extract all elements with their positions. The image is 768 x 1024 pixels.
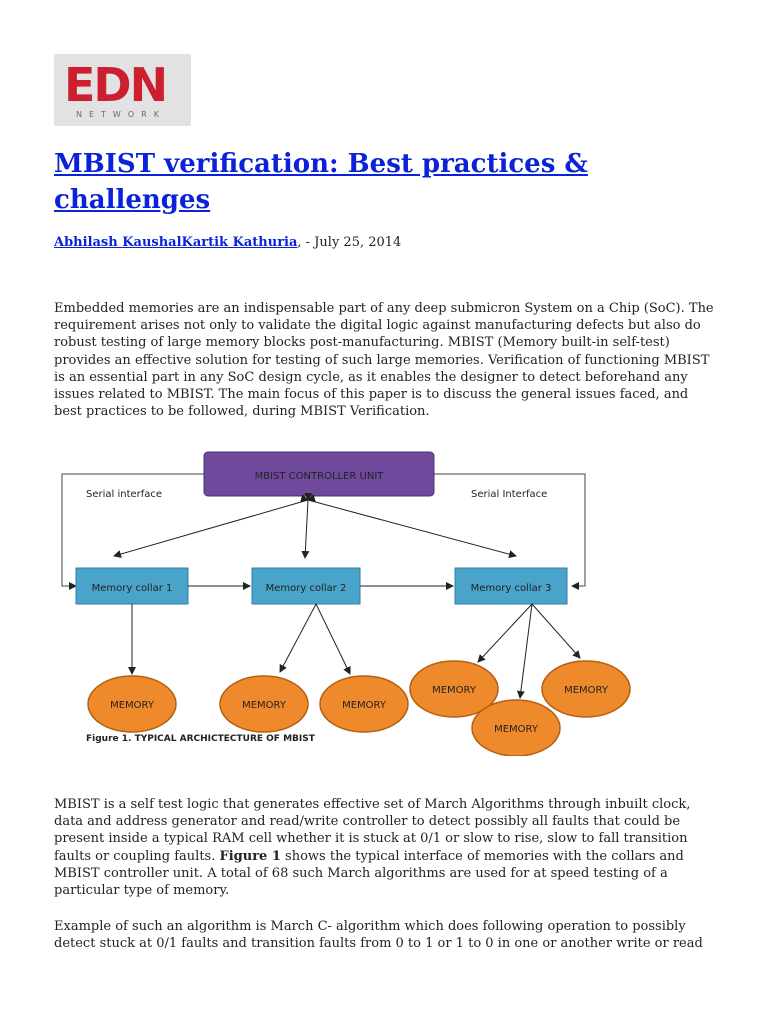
- memory-label: MEMORY: [432, 685, 476, 696]
- collar-3-label: Memory collar 3: [470, 583, 552, 594]
- ctrl-collar1-arrow: [114, 500, 308, 556]
- collar3-memory2-arrow: [520, 604, 532, 698]
- publish-date: , - July 25, 2014: [297, 235, 402, 250]
- intro-paragraph: Embedded memories are an indispensable part of any deep submicron System on a Chip (SoC). The requirement arises not only to validate the digital logic against manufacturing defects but also do robust testing of large memory blocks post-manufacturing. MBIST (Memory built-in self-test) provides an effective solution for testing of such large memories. Verification of functioning MBIST is an essential part in any SoC design cycle, as it enables the designer to detect beforehand any issues related to MBIST. The main focus of this paper is to discuss the general issues faced, and best practices to be followed, during MBIST Verification.: [54, 301, 714, 420]
- architecture-diagram: [58, 446, 648, 756]
- collar2-memory2-arrow: [316, 604, 350, 674]
- body-paragraph-2: [54, 796, 714, 899]
- memory-node: [88, 676, 176, 732]
- mbist-architecture-figure: [58, 446, 648, 756]
- collar3-memory3-arrow: [532, 604, 580, 658]
- body-paragraph-3: Example of such an algorithm is March C- algorithm which does following operation to possibly detect stuck at 0/1 faults and transition faults from 0 to 1 or 1 to 0 in one or another write or read: [54, 919, 703, 952]
- serial-interface-left: Serial interface: [86, 489, 163, 500]
- serial-interface-right: Serial Interface: [471, 489, 548, 500]
- figure-reference: Figure 1: [219, 848, 281, 864]
- collar-1-label: Memory collar 1: [91, 583, 173, 594]
- memory-label: MEMORY: [342, 700, 386, 711]
- memory-label: MEMORY: [110, 700, 154, 711]
- logo-subtext: NETWORK: [76, 110, 166, 119]
- memory-label: MEMORY: [494, 724, 538, 735]
- ctrl-collar2-arrow: [305, 500, 308, 558]
- figure-caption: Figure 1. TYPICAL ARCHICTECTURE OF MBIST: [86, 734, 315, 744]
- controller-label: MBIST CONTROLLER UNIT: [254, 471, 384, 482]
- paragraph-2-text-a: MBIST is a self test logic that generates effective set of March Algorithms through inbuilt clock, data and address generator and read/write controller to detect possibly all faults that could be present inside a typical RAM cell whether it is stuck at 0/1 or slow to rise, slow to fall transition faults or coupling faults.: [54, 797, 691, 864]
- collar2-memory1-arrow: [280, 604, 316, 672]
- byline: [54, 234, 401, 252]
- memory-node: [542, 661, 630, 717]
- article-title[interactable]: MBIST verification: Best practices & challenges: [54, 149, 588, 215]
- memory-label: MEMORY: [564, 685, 608, 696]
- collar3-memory1-arrow: [478, 604, 532, 662]
- collar-2-label: Memory collar 2: [265, 583, 347, 594]
- author-link[interactable]: Abhilash KaushalKartik Kathuria: [54, 235, 298, 250]
- edn-logo[interactable]: [54, 54, 191, 126]
- memory-node: [320, 676, 408, 732]
- ctrl-collar3-arrow: [308, 500, 516, 556]
- memory-node: [220, 676, 308, 732]
- memory-label: MEMORY: [242, 700, 286, 711]
- paragraph-2-text-b: shows the typical interface of memories with the collars and MBIST controller unit. A total of 68 such March algorithms are used for at speed testing of a particular type of memory.: [54, 848, 684, 899]
- memory-node: [472, 700, 560, 756]
- logo-wordmark: EDN: [64, 58, 167, 112]
